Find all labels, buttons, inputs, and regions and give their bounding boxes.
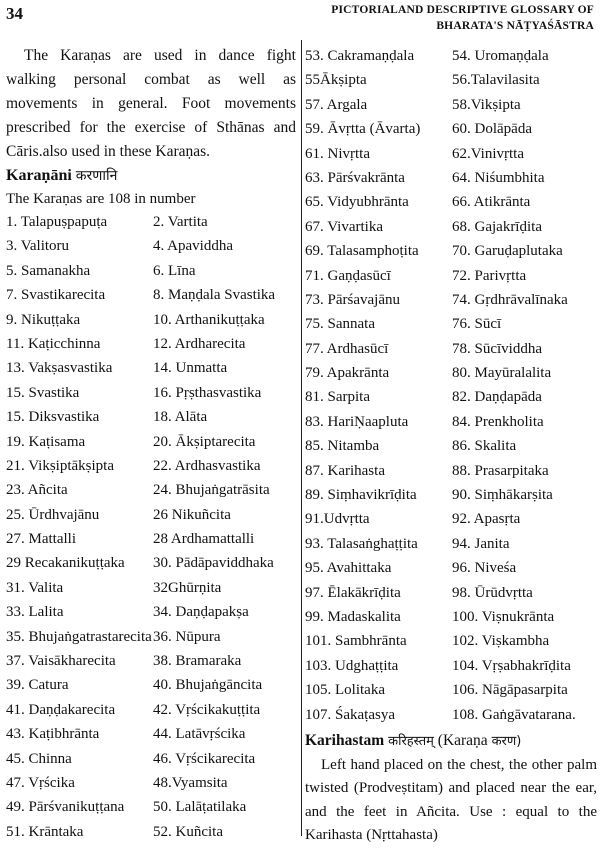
karana-row bbox=[305, 434, 597, 458]
karana-row bbox=[305, 142, 597, 166]
karana-item: 50. Lalāṭatilaka bbox=[153, 799, 247, 816]
karana-item: 40. Bhujaṅgāncita bbox=[153, 677, 263, 694]
karana-row bbox=[6, 405, 296, 429]
karana-item: 32Ghūrṇita bbox=[153, 579, 222, 596]
karana-row bbox=[6, 332, 296, 356]
karana-item: 68. Gajakrīḍita bbox=[452, 218, 542, 235]
karana-item: 51. Krāntaka bbox=[6, 823, 84, 840]
karana-item: 6. Līna bbox=[153, 262, 196, 279]
karana-row bbox=[6, 381, 296, 405]
karana-row bbox=[305, 507, 597, 531]
karana-row bbox=[305, 93, 597, 117]
karana-item: 97. Ēlakākrīḍita bbox=[305, 584, 401, 601]
karana-item: 49. Pārśvanikuṭṭana bbox=[6, 799, 125, 816]
karana-item: 108. Gaṅgāvatarana. bbox=[452, 706, 576, 723]
page-number: 34 bbox=[6, 4, 23, 23]
karana-item: 23. Añcita bbox=[6, 482, 68, 499]
karana-row bbox=[305, 117, 597, 141]
karana-row bbox=[305, 654, 597, 678]
karana-item: 15. Diksvastika bbox=[6, 409, 100, 426]
karana-row bbox=[6, 795, 296, 819]
karana-item: 4. Apaviddha bbox=[153, 238, 233, 255]
karana-row bbox=[6, 527, 296, 551]
karana-row bbox=[6, 698, 296, 722]
karana-item: 67. Vivartika bbox=[305, 218, 383, 235]
karana-row bbox=[6, 283, 296, 307]
intro-paragraph: The Karaṇas are used in dance fight walking personal combat as well as movements in general. Foot movements prescribed for the exercise of Sthānas and Cāris.also used in these Karaṇas. bbox=[6, 47, 296, 160]
karana-item: 16. Pṛṣthasvastika bbox=[153, 384, 262, 401]
karana-row bbox=[6, 649, 296, 673]
karana-item: 60. Dolāpāda bbox=[452, 121, 532, 138]
karana-item: 89. Siṃhavikrīḍita bbox=[305, 487, 417, 504]
karana-item: 54. Uromaṇḍala bbox=[452, 48, 549, 64]
karana-item: 92. Apasṛta bbox=[452, 511, 521, 528]
karana-item: 72. Parivṛtta bbox=[452, 267, 527, 284]
karana-item: 61. Nivṛtta bbox=[305, 145, 370, 162]
karana-item: 8. Maṇḍala Svastika bbox=[153, 287, 276, 304]
karana-item: 1. Talapuṣpapuṭa bbox=[6, 214, 108, 230]
karana-row bbox=[6, 234, 296, 258]
karana-row bbox=[305, 532, 597, 556]
karana-row bbox=[305, 215, 597, 239]
karana-item: 102. Viṣkambha bbox=[452, 633, 550, 650]
karana-item: 25. Ūrdhvajānu bbox=[6, 506, 100, 523]
karana-item: 20. Ākṣiptarecita bbox=[153, 433, 256, 450]
karana-item: 27. Mattalli bbox=[6, 531, 76, 548]
section-subtitle: The Karaṇas are 108 in number bbox=[6, 191, 196, 207]
karana-item: 87. Karihasta bbox=[305, 462, 385, 479]
karana-item: 73. Pārśavajānu bbox=[305, 291, 400, 308]
karana-item: 46. Vṛścikarecita bbox=[153, 750, 256, 767]
karana-item: 43. Kaṭibhrānta bbox=[6, 726, 100, 743]
karana-item: 45. Chinna bbox=[6, 750, 72, 767]
karana-devanagari: करण) bbox=[491, 733, 522, 749]
karana-item: 88. Prasarpitaka bbox=[452, 462, 549, 479]
karana-item: 83. HariṆaapluta bbox=[305, 413, 409, 430]
karana-item: 96. Niveśa bbox=[452, 560, 517, 577]
right-column bbox=[305, 44, 597, 848]
karana-item: 81. Sarpita bbox=[305, 389, 370, 406]
running-title-line1: PICTORIALAND DESCRIPTIVE GLOSSARY OF bbox=[331, 4, 594, 16]
karana-item: 58.Vikṣipta bbox=[452, 96, 521, 113]
karana-item: 11. Kaṭicchinna bbox=[6, 335, 101, 352]
karana-item: 35. Bhujaṅgatrastarecita bbox=[6, 628, 152, 645]
page-header bbox=[0, 0, 600, 44]
karana-item: 84. Prenkholita bbox=[452, 413, 544, 430]
karana-item: 62.Vinivṛtta bbox=[452, 145, 525, 162]
karana-row bbox=[305, 44, 597, 68]
karana-item: 48.Vyamsita bbox=[153, 774, 228, 791]
karana-row bbox=[6, 503, 296, 527]
karana-row bbox=[6, 820, 296, 844]
karana-item: 9. Nikuṭṭaka bbox=[6, 311, 81, 328]
section-title bbox=[6, 164, 296, 188]
karihastam-heading bbox=[305, 729, 597, 754]
karana-item: 56.Talavilasita bbox=[452, 72, 540, 89]
karana-row bbox=[6, 430, 296, 454]
karana-item: 15. Svastika bbox=[6, 384, 80, 401]
karana-item: 93. Talasaṅghaṭṭita bbox=[305, 535, 418, 552]
karana-item: 26 Nikuñcita bbox=[153, 506, 231, 523]
karana-item: 30. Pādāpaviddhaka bbox=[153, 555, 274, 572]
karana-item: 106. Nāgāpasarpita bbox=[452, 682, 568, 699]
karana-row bbox=[6, 600, 296, 624]
karana-item: 77. Ardhasūcī bbox=[305, 340, 389, 357]
karana-item: 71. Gaṇḍasūcī bbox=[305, 267, 391, 284]
karana-item: 69. Talasamphoṭita bbox=[305, 243, 419, 260]
karana-row bbox=[6, 478, 296, 502]
karana-row bbox=[6, 356, 296, 380]
karana-item: 78. Sūcīviddha bbox=[452, 340, 542, 357]
karana-item: 18. Alāta bbox=[153, 409, 208, 426]
running-title bbox=[264, 2, 594, 34]
karana-item: 38. Bramaraka bbox=[153, 653, 242, 670]
karana-item: 66. Atikrānta bbox=[452, 194, 531, 211]
karana-item: 105. Lolitaka bbox=[305, 682, 385, 699]
karana-row bbox=[6, 454, 296, 478]
karana-item: 75. Sannata bbox=[305, 316, 375, 333]
karana-item: 42. Vṛścikakuṭṭita bbox=[153, 701, 261, 718]
karana-row bbox=[305, 629, 597, 653]
karana-item: 94. Janita bbox=[452, 535, 510, 552]
karana-row bbox=[6, 625, 296, 649]
karana-item: 44. Latāvṛścika bbox=[153, 726, 246, 743]
karana-row bbox=[305, 312, 597, 336]
karana-item: 19. Kaṭisama bbox=[6, 433, 86, 450]
karana-item: 21. Vikṣiptākṣipta bbox=[6, 457, 114, 474]
karana-row bbox=[6, 576, 296, 600]
karana-row bbox=[305, 239, 597, 263]
karana-row bbox=[305, 68, 597, 92]
karana-row bbox=[6, 771, 296, 795]
karana-list-left bbox=[6, 210, 296, 844]
karana-item: 55Ākṣipta bbox=[305, 72, 367, 89]
karana-item: 24. Bhujaṅgatrāsita bbox=[153, 482, 270, 499]
karana-item: 65. Vidyubhrānta bbox=[305, 194, 409, 211]
karana-row bbox=[6, 722, 296, 746]
karana-item: 36. Nūpura bbox=[153, 628, 221, 645]
karana-row bbox=[305, 166, 597, 190]
karana-item: 95. Avahittaka bbox=[305, 560, 392, 577]
karana-item: 79. Apakrānta bbox=[305, 365, 390, 382]
karana-item: 12. Ardharecita bbox=[153, 335, 246, 352]
karana-item: 5. Samanakha bbox=[6, 262, 91, 279]
karana-item: 80. Mayūralalita bbox=[452, 365, 552, 382]
karana-item: 14. Unmatta bbox=[153, 360, 228, 377]
section-title-devanagari: करणानि bbox=[75, 168, 118, 184]
karana-row bbox=[305, 678, 597, 702]
karana-item: 100. Viṣnukrānta bbox=[452, 608, 555, 625]
karana-item: 28 Ardhamattalli bbox=[153, 531, 255, 548]
karana-row bbox=[305, 605, 597, 629]
karana-item: 3. Valitoru bbox=[6, 238, 70, 255]
karana-item: 59. Āvṛtta (Āvarta) bbox=[305, 121, 421, 138]
karana-word: (Karaṇa bbox=[437, 731, 488, 749]
karana-row bbox=[305, 288, 597, 312]
karana-item: 41. Daṇḍakarecita bbox=[6, 701, 116, 718]
karana-item: 37. Vaisākharecita bbox=[6, 653, 116, 670]
karana-item: 10. Arthanikuṭṭaka bbox=[153, 311, 265, 328]
karana-row bbox=[305, 581, 597, 605]
karana-item: 22. Ardhasvastika bbox=[153, 457, 261, 474]
karana-item: 52. Kuñcita bbox=[153, 823, 223, 840]
karana-item: 57. Argala bbox=[305, 96, 368, 113]
karana-item: 39. Catura bbox=[6, 677, 69, 694]
karana-row bbox=[305, 337, 597, 361]
karana-item: 29 Recakanikuṭṭaka bbox=[6, 555, 125, 572]
karana-row bbox=[305, 459, 597, 483]
karana-row bbox=[305, 190, 597, 214]
karana-row bbox=[6, 308, 296, 332]
karana-row bbox=[6, 259, 296, 283]
karana-item: 103. Udghaṭṭita bbox=[305, 657, 399, 674]
karana-row bbox=[305, 361, 597, 385]
karana-row bbox=[305, 410, 597, 434]
karana-item: 2. Vartita bbox=[153, 214, 208, 230]
karana-row bbox=[6, 551, 296, 575]
karana-item: 74. Gṛdhrāvalīnaka bbox=[452, 291, 568, 308]
karihastam-description: Left hand placed on the chest, the other palm twisted (Prodveṣtitam) and placed near the ear, and the feet in Añcita. Use : equal to the Karihasta (Nṛttahasta) bbox=[305, 756, 597, 844]
karana-item: 107. Śakaṭasya bbox=[305, 706, 395, 723]
karana-list-right bbox=[305, 44, 597, 727]
karana-item: 76. Sūcī bbox=[452, 316, 502, 333]
karihastam-title-devanagari: करिहस्तम् bbox=[388, 733, 434, 749]
running-title-line2: BHARATA'S NĀṬYAŚĀSTRA bbox=[436, 20, 594, 32]
karana-item: 34. Daṇḍapakṣa bbox=[153, 604, 249, 621]
karana-item: 98. Ūrūdvṛtta bbox=[452, 584, 533, 601]
karana-row bbox=[305, 703, 597, 727]
karana-item: 70. Garuḍaplutaka bbox=[452, 243, 563, 260]
karana-item: 64. Niśumbhita bbox=[452, 169, 545, 186]
karana-item: 101. Sambhrānta bbox=[305, 633, 407, 650]
column-divider bbox=[301, 40, 302, 836]
karana-item: 13. Vakṣasvastika bbox=[6, 360, 113, 377]
karana-item: 47. Vṛścika bbox=[6, 774, 75, 791]
karana-item: 90. Siṃhākarṣita bbox=[452, 487, 553, 504]
karana-item: 31. Valita bbox=[6, 579, 64, 596]
karana-row bbox=[305, 385, 597, 409]
karana-item: 53. Cakramaṇḍala bbox=[305, 48, 415, 64]
karana-row bbox=[305, 483, 597, 507]
karana-item: 85. Nitamba bbox=[305, 438, 380, 455]
karana-row bbox=[6, 673, 296, 697]
karihastam-title: Karihastam bbox=[305, 731, 385, 749]
karana-row bbox=[6, 210, 296, 234]
karana-item: 104. Vṛṣabhakrīḍita bbox=[452, 657, 571, 674]
karana-item: 63. Pārśvakrānta bbox=[305, 169, 405, 186]
left-column bbox=[6, 44, 296, 844]
karana-item: 86. Skalita bbox=[452, 438, 517, 455]
karana-item: 82. Daṇḍapāda bbox=[452, 389, 542, 406]
karana-item: 7. Svastikarecita bbox=[6, 287, 106, 304]
karana-item: 91.Udvṛtta bbox=[305, 511, 370, 528]
karana-row bbox=[305, 264, 597, 288]
karana-item: 33. Lalita bbox=[6, 604, 64, 621]
section-title-text: Karaṇāni bbox=[6, 167, 72, 184]
karana-item: 99. Madaskalita bbox=[305, 608, 401, 625]
karana-row bbox=[305, 556, 597, 580]
karana-row bbox=[6, 747, 296, 771]
